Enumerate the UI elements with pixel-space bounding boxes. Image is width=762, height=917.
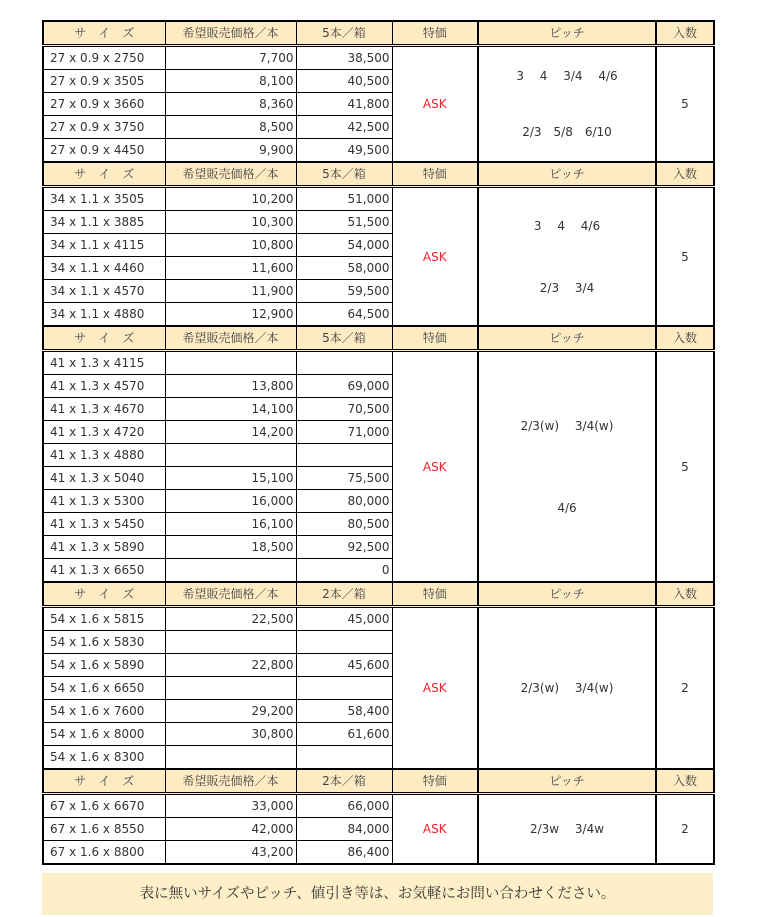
header-quantity: 入数 [656, 326, 714, 351]
pitch-line: 2/3 5/8 6/10 [522, 125, 612, 139]
header-special-price: 特価 [392, 769, 478, 794]
size-cell: 27 x 0.9 x 3750 [43, 116, 165, 139]
header-price: 希望販売価格／本 [165, 769, 296, 794]
unit-price-cell: 42,000 [165, 818, 296, 841]
size-cell: 34 x 1.1 x 4570 [43, 280, 165, 303]
unit-price-cell: 13,800 [165, 375, 296, 398]
box-price-cell: 45,600 [296, 654, 392, 677]
pitch-line: 2/3 3/4 [539, 280, 595, 295]
unit-price-cell: 12,900 [165, 303, 296, 327]
size-cell: 54 x 1.6 x 6650 [43, 677, 165, 700]
unit-price-cell: 10,800 [165, 234, 296, 257]
size-cell: 41 x 1.3 x 5040 [43, 467, 165, 490]
size-cell: 34 x 1.1 x 4880 [43, 303, 165, 327]
unit-price-cell [165, 444, 296, 467]
box-price-cell: 49,500 [296, 139, 392, 163]
size-cell: 54 x 1.6 x 8000 [43, 723, 165, 746]
box-price-cell [296, 444, 392, 467]
header-quantity: 入数 [656, 21, 714, 46]
table-row [43, 46, 714, 70]
header-size: サ イ ズ [43, 162, 165, 187]
pitch-cell [478, 794, 656, 865]
unit-price-cell [165, 746, 296, 770]
size-cell: 34 x 1.1 x 3885 [43, 211, 165, 234]
quantity-cell: 5 [656, 351, 714, 583]
size-cell: 27 x 0.9 x 3660 [43, 93, 165, 116]
unit-price-cell: 14,100 [165, 398, 296, 421]
box-price-cell: 75,500 [296, 467, 392, 490]
box-price-cell: 40,500 [296, 70, 392, 93]
pitch-line: 2/3(w) 3/4(w) [520, 418, 614, 433]
pitch-spacer [482, 84, 652, 124]
header-quantity: 入数 [656, 582, 714, 607]
box-price-cell: 64,500 [296, 303, 392, 327]
unit-price-cell: 10,200 [165, 187, 296, 211]
size-cell: 54 x 1.6 x 5830 [43, 631, 165, 654]
box-price-cell: 61,600 [296, 723, 392, 746]
unit-price-cell: 7,700 [165, 46, 296, 70]
box-price-cell: 51,000 [296, 187, 392, 211]
unit-price-cell: 11,900 [165, 280, 296, 303]
size-cell: 27 x 0.9 x 4450 [43, 139, 165, 163]
price-table [42, 20, 715, 865]
unit-price-cell: 8,500 [165, 116, 296, 139]
quantity-cell: 2 [656, 607, 714, 770]
box-price-cell: 70,500 [296, 398, 392, 421]
box-price-cell: 92,500 [296, 536, 392, 559]
unit-price-cell: 43,200 [165, 841, 296, 865]
quantity-cell: 5 [656, 46, 714, 163]
contact-notice: 表に無いサイズやピッチ、値引き等は、お気軽にお問い合わせください。 [42, 873, 713, 915]
unit-price-cell: 14,200 [165, 421, 296, 444]
group-header-row [43, 326, 714, 351]
size-cell: 54 x 1.6 x 5815 [43, 607, 165, 631]
header-box-price: 5本／箱 [296, 326, 392, 351]
unit-price-cell: 11,600 [165, 257, 296, 280]
header-box-price: 5本／箱 [296, 21, 392, 46]
size-cell: 41 x 1.3 x 4670 [43, 398, 165, 421]
header-pitch: ピッチ [478, 162, 656, 187]
header-pitch: ピッチ [478, 326, 656, 351]
size-cell: 41 x 1.3 x 4720 [43, 421, 165, 444]
pitch-spacer [482, 234, 652, 280]
size-cell: 34 x 1.1 x 4115 [43, 234, 165, 257]
box-price-cell: 0 [296, 559, 392, 583]
unit-price-cell: 22,500 [165, 607, 296, 631]
box-price-cell [296, 351, 392, 375]
table-row [43, 187, 714, 211]
box-price-cell: 58,000 [296, 257, 392, 280]
box-price-cell: 66,000 [296, 794, 392, 818]
pitch-cell [478, 187, 656, 327]
header-special-price: 特価 [392, 162, 478, 187]
box-price-cell: 58,400 [296, 700, 392, 723]
pitch-line: 4/6 [557, 500, 577, 515]
box-price-cell [296, 631, 392, 654]
unit-price-cell: 10,300 [165, 211, 296, 234]
size-cell: 41 x 1.3 x 4880 [43, 444, 165, 467]
header-box-price: 2本／箱 [296, 582, 392, 607]
pitch-line: 3 4 4/6 [533, 218, 601, 233]
header-pitch: ピッチ [478, 21, 656, 46]
unit-price-cell [165, 677, 296, 700]
box-price-cell: 54,000 [296, 234, 392, 257]
pitch-cell [478, 351, 656, 583]
unit-price-cell: 22,800 [165, 654, 296, 677]
unit-price-cell: 9,900 [165, 139, 296, 163]
header-box-price: 5本／箱 [296, 162, 392, 187]
unit-price-cell: 8,100 [165, 70, 296, 93]
size-cell: 41 x 1.3 x 4115 [43, 351, 165, 375]
box-price-cell: 59,500 [296, 280, 392, 303]
special-price-cell: ASK [392, 794, 478, 865]
size-cell: 54 x 1.6 x 8300 [43, 746, 165, 770]
header-size: サ イ ズ [43, 769, 165, 794]
unit-price-cell: 8,360 [165, 93, 296, 116]
pitch-spacer [482, 434, 652, 500]
unit-price-cell [165, 351, 296, 375]
box-price-cell: 80,000 [296, 490, 392, 513]
special-price-cell: ASK [392, 351, 478, 583]
size-cell: 41 x 1.3 x 4570 [43, 375, 165, 398]
size-cell: 34 x 1.1 x 3505 [43, 187, 165, 211]
header-size: サ イ ズ [43, 326, 165, 351]
pitch-cell [478, 607, 656, 770]
unit-price-cell: 30,800 [165, 723, 296, 746]
pitch-line: 2/3(w) 3/4(w) [520, 681, 614, 695]
unit-price-cell: 16,000 [165, 490, 296, 513]
size-cell: 54 x 1.6 x 7600 [43, 700, 165, 723]
box-price-cell: 45,000 [296, 607, 392, 631]
size-cell: 67 x 1.6 x 8800 [43, 841, 165, 865]
special-price-cell: ASK [392, 46, 478, 163]
quantity-cell: 2 [656, 794, 714, 865]
header-box-price: 2本／箱 [296, 769, 392, 794]
header-price: 希望販売価格／本 [165, 21, 296, 46]
unit-price-cell [165, 559, 296, 583]
quantity-cell: 5 [656, 187, 714, 327]
unit-price-cell [165, 631, 296, 654]
header-special-price: 特価 [392, 21, 478, 46]
header-size: サ イ ズ [43, 21, 165, 46]
header-quantity: 入数 [656, 162, 714, 187]
table-row [43, 607, 714, 631]
box-price-cell [296, 677, 392, 700]
box-price-cell: 69,000 [296, 375, 392, 398]
header-quantity: 入数 [656, 769, 714, 794]
box-price-cell: 80,500 [296, 513, 392, 536]
pitch-cell [478, 46, 656, 163]
group-header-row [43, 21, 714, 46]
pitch-line: 2/3w 3/4w [529, 822, 605, 836]
header-size: サ イ ズ [43, 582, 165, 607]
size-cell: 54 x 1.6 x 5890 [43, 654, 165, 677]
group-header-row [43, 769, 714, 794]
size-cell: 67 x 1.6 x 6670 [43, 794, 165, 818]
size-cell: 41 x 1.3 x 5890 [43, 536, 165, 559]
box-price-cell: 41,800 [296, 93, 392, 116]
size-cell: 41 x 1.3 x 5300 [43, 490, 165, 513]
header-price: 希望販売価格／本 [165, 162, 296, 187]
size-cell: 27 x 0.9 x 3505 [43, 70, 165, 93]
unit-price-cell: 29,200 [165, 700, 296, 723]
unit-price-cell: 15,100 [165, 467, 296, 490]
box-price-cell: 86,400 [296, 841, 392, 865]
header-pitch: ピッチ [478, 769, 656, 794]
pitch-line: 3 4 3/4 4/6 [516, 69, 618, 83]
size-cell: 34 x 1.1 x 4460 [43, 257, 165, 280]
unit-price-cell: 18,500 [165, 536, 296, 559]
table-row [43, 351, 714, 375]
header-special-price: 特価 [392, 582, 478, 607]
header-pitch: ピッチ [478, 582, 656, 607]
size-cell: 41 x 1.3 x 6650 [43, 559, 165, 583]
header-price: 希望販売価格／本 [165, 582, 296, 607]
special-price-cell: ASK [392, 187, 478, 327]
box-price-cell: 84,000 [296, 818, 392, 841]
box-price-cell: 38,500 [296, 46, 392, 70]
unit-price-cell: 16,100 [165, 513, 296, 536]
box-price-cell [296, 746, 392, 770]
header-special-price: 特価 [392, 326, 478, 351]
special-price-cell: ASK [392, 607, 478, 770]
box-price-cell: 42,500 [296, 116, 392, 139]
table-row [43, 794, 714, 818]
size-cell: 41 x 1.3 x 5450 [43, 513, 165, 536]
header-price: 希望販売価格／本 [165, 326, 296, 351]
size-cell: 27 x 0.9 x 2750 [43, 46, 165, 70]
box-price-cell: 51,500 [296, 211, 392, 234]
group-header-row [43, 162, 714, 187]
size-cell: 67 x 1.6 x 8550 [43, 818, 165, 841]
group-header-row [43, 582, 714, 607]
box-price-cell: 71,000 [296, 421, 392, 444]
unit-price-cell: 33,000 [165, 794, 296, 818]
price-table-body [43, 21, 714, 864]
